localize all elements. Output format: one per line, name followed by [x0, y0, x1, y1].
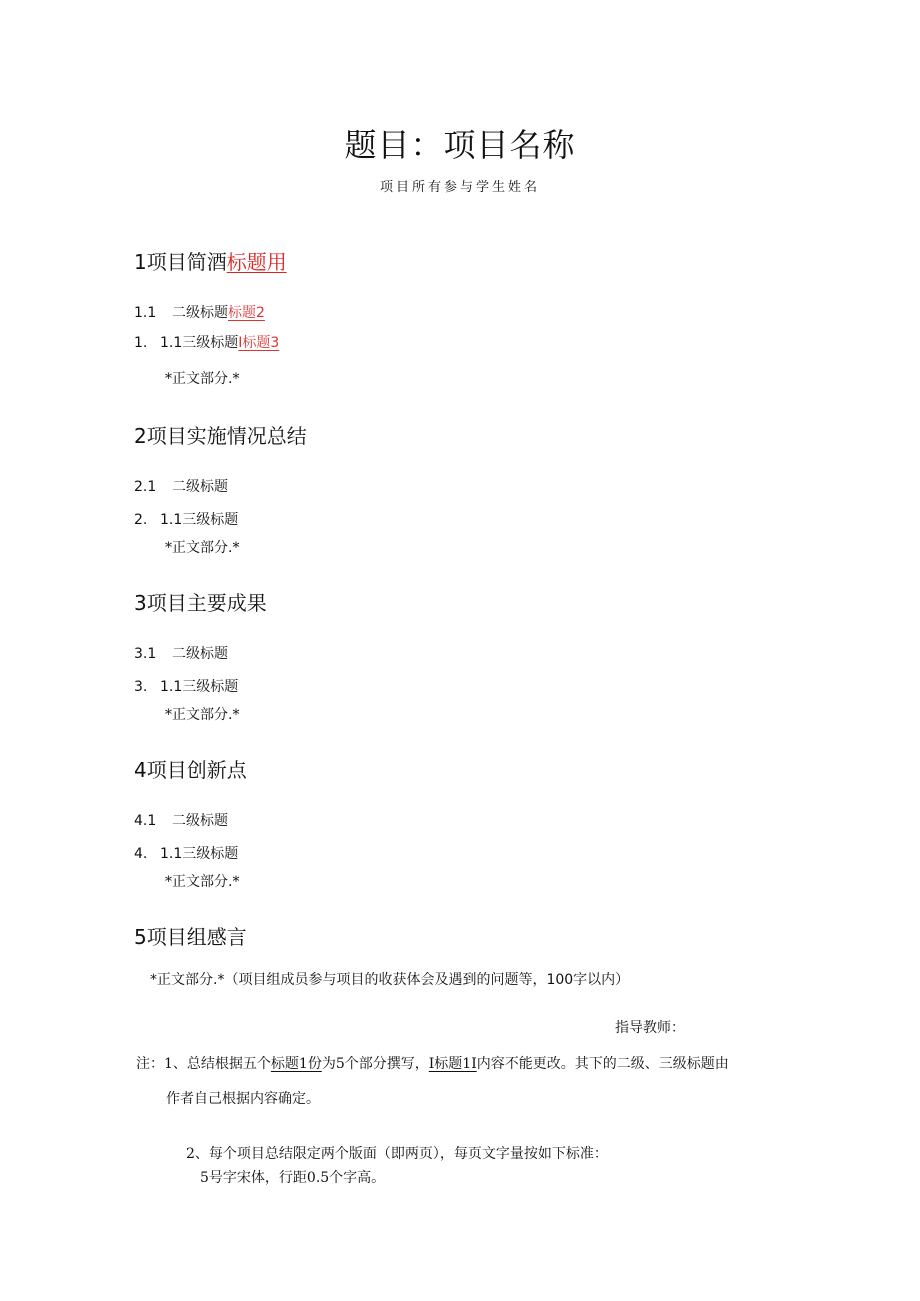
section-4-subheading	[134, 810, 228, 830]
section-4-subsubheading-number: 4.	[134, 846, 148, 862]
section-4-body: *正文部分.*	[165, 874, 240, 890]
section-3-body: *正文部分.*	[165, 707, 240, 723]
section-2-subheading	[134, 476, 228, 496]
note-line-1-part-a: 注：1、总结根据五个	[136, 1056, 271, 1072]
note-line-1	[136, 1053, 729, 1073]
section-1-body: *正文部分.*	[165, 371, 240, 387]
section-1-subsubheading-text: 1.1三级标题	[160, 335, 239, 351]
section-1-subsubheading-style-tag: I标题3	[238, 335, 280, 351]
section-1-subsubheading	[134, 332, 279, 352]
note-line-4: 5号字宋体，行距0.5个字高。	[200, 1170, 386, 1186]
section-2-subsubheading	[134, 509, 238, 529]
section-4-subsubheading	[134, 843, 238, 863]
section-2-subsubheading-number: 2.	[134, 512, 148, 528]
section-1-subheading-text: 二级标题	[172, 305, 228, 321]
note-line-3: 2、每个项目总结限定两个版面（即两页），每页文字量按如下标准：	[186, 1146, 608, 1162]
section-3-subsubheading-number: 3.	[134, 679, 148, 695]
section-1-subheading-style-tag: 标题2	[228, 305, 265, 321]
section-1-subsubheading-number: 1.	[134, 335, 148, 351]
note-line-1-style-ref-2: I标题1I	[428, 1056, 477, 1072]
document-title: 题目：项目名称	[344, 126, 576, 164]
section-2-heading: 2项目实施情况总结	[134, 424, 307, 448]
note-line-1-part-c: 为5个部分撰写，	[321, 1056, 429, 1072]
section-2-subheading-number: 2.1	[134, 479, 157, 495]
section-4-subheading-text: 二级标题	[172, 813, 228, 829]
section-2-subheading-text: 二级标题	[172, 479, 228, 495]
document-subtitle: 项目所有参与学生姓名	[379, 180, 540, 195]
section-1-subheading	[134, 302, 265, 322]
section-3-subheading-number: 3.1	[134, 646, 157, 662]
note-line-1-style-ref: 标题1份	[270, 1056, 322, 1072]
section-3-subsubheading	[134, 676, 238, 696]
section-5-heading: 5项目组感言	[134, 925, 247, 949]
section-1-subheading-number: 1.1	[134, 305, 157, 321]
note-line-2: 作者自己根据内容确定。	[166, 1091, 320, 1107]
section-3-subheading	[134, 643, 228, 663]
advisor-label: 指导教师：	[615, 1020, 685, 1036]
section-4-heading: 4项目创新点	[134, 758, 247, 782]
section-1-style-tag: 标题用	[226, 250, 287, 274]
section-2-body: *正文部分.*	[165, 540, 240, 556]
note-line-1-part-e: 内容不能更改。其下的二级、三级标题由	[476, 1056, 729, 1072]
section-1-heading-text: 1项目简酒	[134, 250, 227, 274]
section-3-subheading-text: 二级标题	[172, 646, 228, 662]
section-4-subheading-number: 4.1	[134, 813, 157, 829]
section-3-subsubheading-text: 1.1三级标题	[160, 679, 239, 695]
section-5-body: *正文部分.*（项目组成员参与项目的收获体会及遇到的问题等，100字以内）	[150, 972, 630, 988]
section-4-subsubheading-text: 1.1三级标题	[160, 846, 239, 862]
section-1-heading	[134, 246, 287, 275]
section-3-heading: 3项目主要成果	[134, 591, 267, 615]
section-2-subsubheading-text: 1.1三级标题	[160, 512, 239, 528]
